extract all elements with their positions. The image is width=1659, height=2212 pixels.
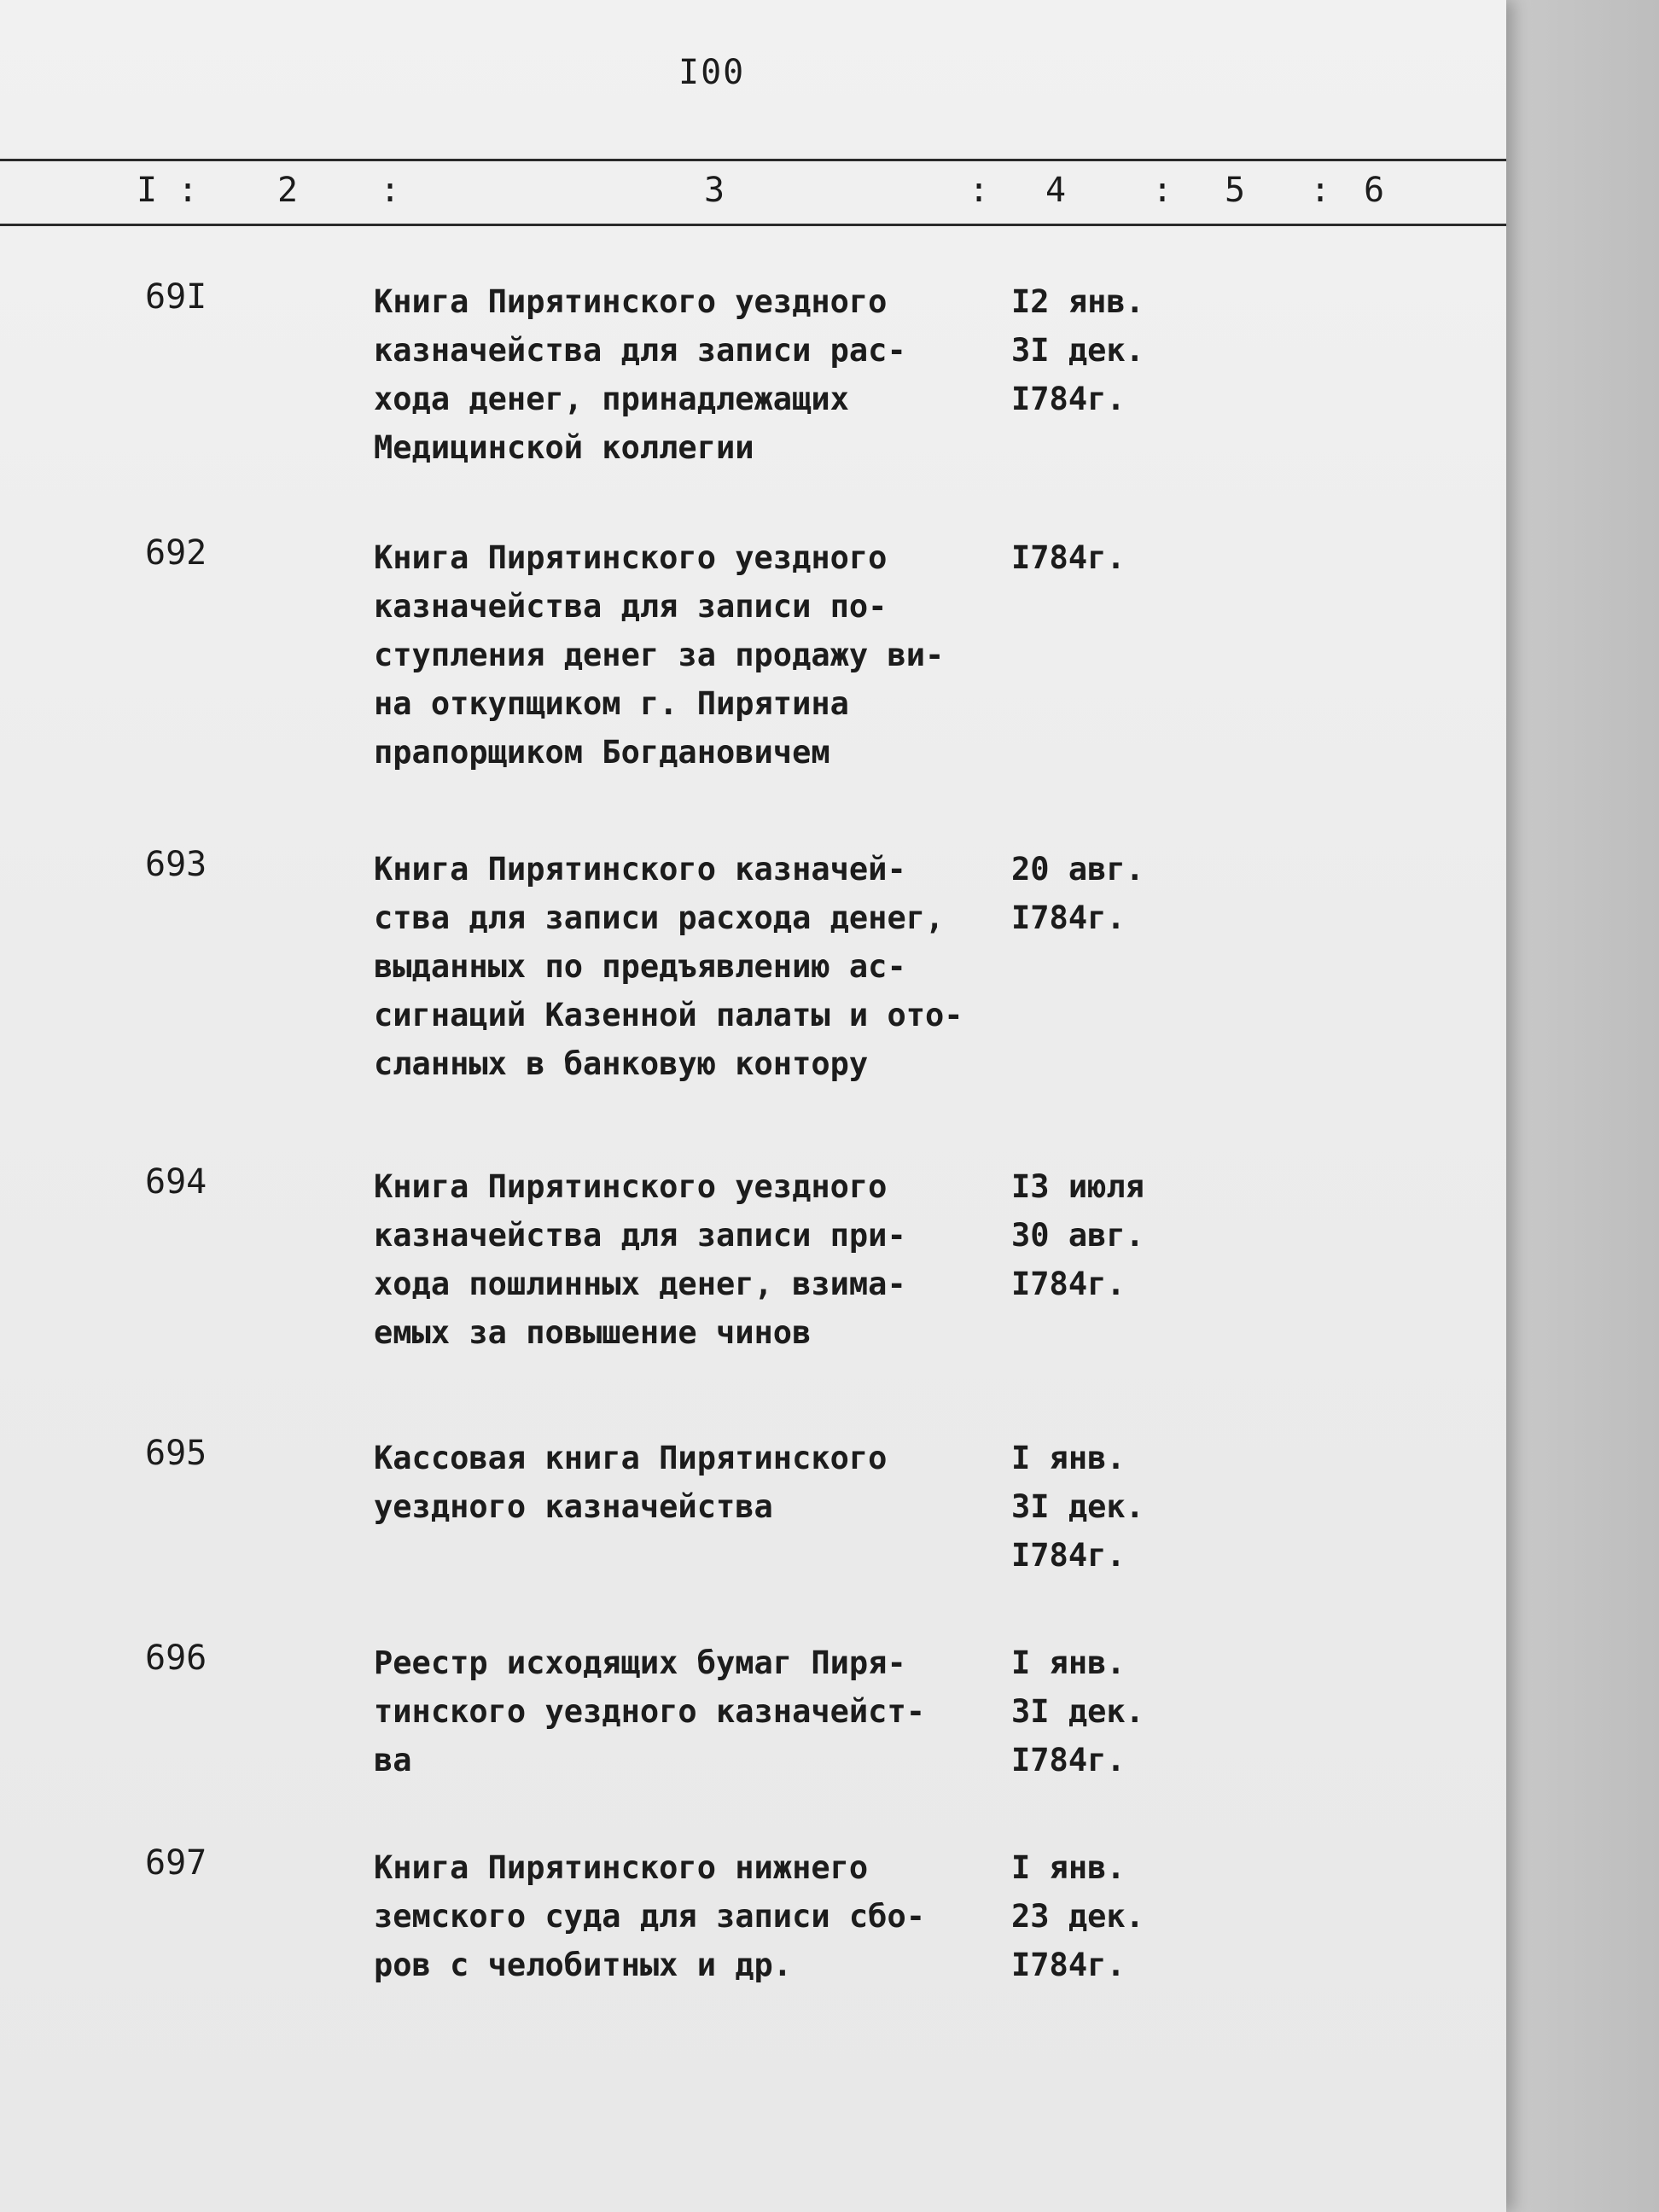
- description-line: тинского уездного казначейст-: [374, 1693, 926, 1730]
- entry-description: [374, 845, 1022, 1088]
- description-line: Медицинской коллегии: [374, 429, 754, 466]
- entry-dates: [1011, 1434, 1208, 1580]
- date-line: I784г.: [1011, 1537, 1126, 1574]
- column-separator: :: [178, 171, 199, 210]
- date-line: I784г.: [1011, 1742, 1126, 1778]
- description-line: Книга Пирятинского уездного: [374, 539, 888, 576]
- entry-number: 694: [145, 1162, 207, 1202]
- description-line: земского суда для записи сбо-: [374, 1898, 926, 1935]
- column-separator: :: [380, 171, 401, 210]
- entry-description: [374, 1639, 1022, 1784]
- date-line: I784г.: [1011, 381, 1126, 417]
- date-line: 3I дек.: [1011, 332, 1144, 369]
- description-line: Книга Пирятинского уездного: [374, 283, 888, 320]
- date-line: I784г.: [1011, 539, 1126, 576]
- description-line: казначейства для записи при-: [374, 1217, 906, 1254]
- date-line: 20 авг.: [1011, 851, 1144, 888]
- description-line: хода пошлинных денег, взима-: [374, 1266, 906, 1302]
- description-line: на откупщиком г. Пирятина: [374, 685, 849, 722]
- date-line: I784г.: [1011, 899, 1126, 936]
- column-header-2: 2: [277, 171, 299, 210]
- date-line: I3 июля: [1011, 1168, 1144, 1205]
- entry-description: [374, 1843, 1022, 1989]
- entry-description: [374, 1162, 1022, 1357]
- column-header-5: 5: [1225, 171, 1246, 210]
- entry-dates: [1011, 845, 1208, 942]
- date-line: I2 янв.: [1011, 283, 1144, 320]
- entry-number: 69I: [145, 277, 207, 317]
- description-line: Кассовая книга Пирятинского: [374, 1440, 888, 1476]
- entry-number: 696: [145, 1639, 207, 1678]
- description-line: сланных в банковую контору: [374, 1045, 869, 1082]
- entry-number: 692: [145, 533, 207, 573]
- entry-description: [374, 533, 1022, 777]
- description-line: прапорщиком Богдановичем: [374, 734, 830, 771]
- entry-number: 693: [145, 845, 207, 884]
- description-line: Книга Пирятинского казначей-: [374, 851, 906, 888]
- description-line: уездного казначейства: [374, 1488, 773, 1525]
- entry-dates: [1011, 1639, 1208, 1784]
- column-header-4: 4: [1045, 171, 1067, 210]
- header-rule-top: [0, 159, 1506, 161]
- date-line: 3I дек.: [1011, 1488, 1144, 1525]
- description-line: емых за повышение чинов: [374, 1314, 812, 1351]
- description-line: Книга Пирятинского уездного: [374, 1168, 888, 1205]
- entry-description: [374, 277, 1022, 472]
- entry-dates: [1011, 533, 1208, 582]
- description-line: казначейства для записи рас-: [374, 332, 906, 369]
- column-separator: :: [1152, 171, 1173, 210]
- column-header-3: 3: [704, 171, 725, 210]
- entry-dates: [1011, 277, 1208, 423]
- date-line: 3I дек.: [1011, 1693, 1144, 1730]
- date-line: 30 авг.: [1011, 1217, 1144, 1254]
- column-header-1: I: [137, 171, 158, 210]
- entry-number: 697: [145, 1843, 207, 1883]
- header-rule-bottom: [0, 224, 1506, 226]
- description-line: казначейства для записи по-: [374, 588, 888, 625]
- description-line: хода денег, принадлежащих: [374, 381, 849, 417]
- description-line: сигнаций Казенной палаты и ото-: [374, 997, 963, 1033]
- column-separator: :: [969, 171, 990, 210]
- date-line: I784г.: [1011, 1266, 1126, 1302]
- date-line: I янв.: [1011, 1440, 1126, 1476]
- column-separator: :: [1310, 171, 1331, 210]
- entry-dates: [1011, 1843, 1208, 1989]
- entry-number: 695: [145, 1434, 207, 1473]
- entry-description: [374, 1434, 1022, 1531]
- date-line: I784г.: [1011, 1947, 1126, 1983]
- entry-dates: [1011, 1162, 1208, 1308]
- date-line: I янв.: [1011, 1849, 1126, 1886]
- column-header-6: 6: [1364, 171, 1385, 210]
- description-line: ступления денег за продажу ви-: [374, 637, 945, 673]
- description-line: Реестр исходящих бумаг Пиря-: [374, 1644, 906, 1681]
- date-line: I янв.: [1011, 1644, 1126, 1681]
- description-line: выданных по предъявлению ас-: [374, 948, 906, 985]
- description-line: ва: [374, 1742, 412, 1778]
- date-line: 23 дек.: [1011, 1898, 1144, 1935]
- description-line: Книга Пирятинского нижнего: [374, 1849, 869, 1886]
- description-line: ров с челобитных и др.: [374, 1947, 793, 1983]
- page-number: I00: [678, 53, 746, 92]
- description-line: ства для записи расхода денег,: [374, 899, 945, 936]
